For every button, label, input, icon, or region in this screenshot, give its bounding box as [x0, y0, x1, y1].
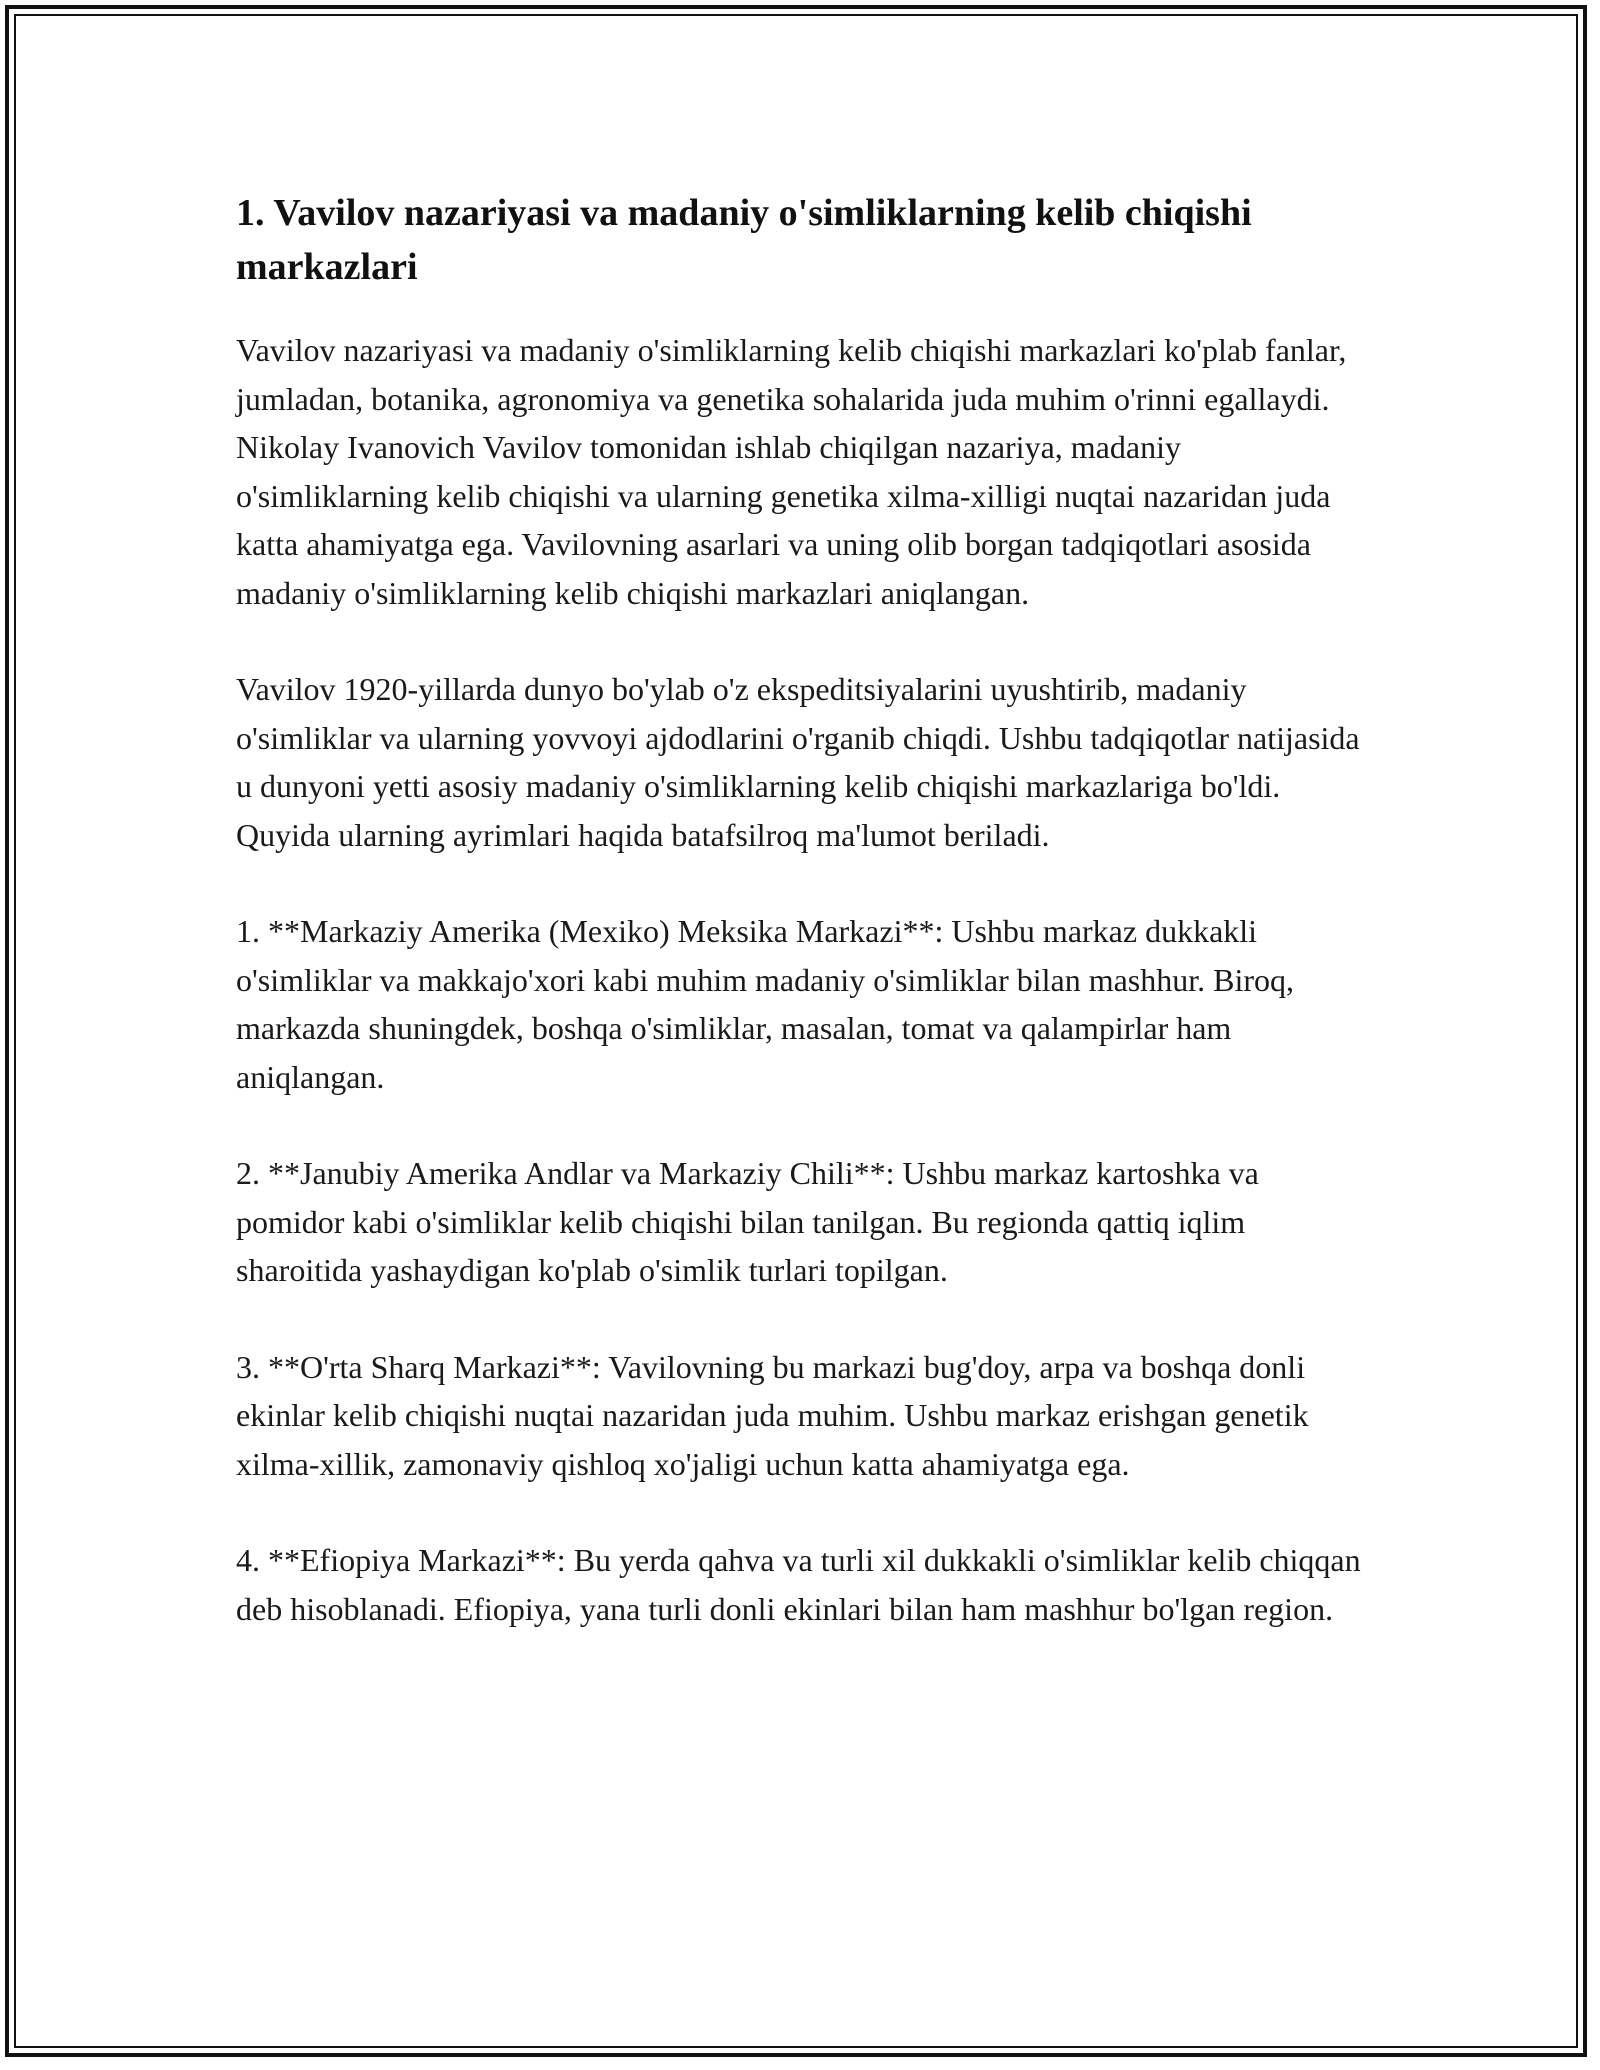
- list-item-center-3: 3. **O'rta Sharq Markazi**: Vavilovning bu markazi bug'doy, arpa va boshqa donli ekinlar kelib chiqishi nuqtai nazaridan juda muhim. Ushbu markaz erishgan genetik xilma-xillik, zamonaviy qishloq xo'jaligi uchun katta ahamiyatga ega.: [236, 1348, 1309, 1482]
- document-body: [236, 186, 1364, 1681]
- list-item-center-1: 1. **Markaziy Amerika (Mexiko) Meksika Markazi**: Ushbu markaz dukkakli o'simliklar va makkajo'xori kabi muhim madaniy o'simliklar bilan mashhur. Biroq, markazda shuningdek, boshqa o'simliklar, masalan, tomat va qalampirlar ham aniqlangan.: [236, 913, 1295, 1095]
- list-item-center-2: 2. **Janubiy Amerika Andlar va Markaziy Chili**: Ushbu markaz kartoshka va pomidor kabi o'simliklar kelib chiqishi bilan tanilgan. Bu regionda qattiq iqlim sharoitida yashaydigan ko'plab o'simlik turlari topilgan.: [236, 1155, 1259, 1288]
- list-item-center-4: 4. **Efiopiya Markazi**: Bu yerda qahva va turli xil dukkakli o'simliklar kelib chiqqan deb hisoblanadi. Efiopiya, yana turli donli ekinlari bilan ham mashhur bo'lgan region.: [236, 1542, 1361, 1627]
- paragraph-expeditions: Vavilov 1920-yillarda dunyo bo'ylab o'z ekspeditsiyalarini uyushtirib, madaniy o'simliklar va ularning yovvoyi ajdodlarini o'rganib chiqdi. Ushbu tadqiqotlar natijasida u dunyoni yetti asosiy madaniy o'simliklarning kelib chiqishi markazlariga bo'ldi. Quyida ularning ayrimlari haqida batafsilroq ma'lumot beriladi.: [236, 671, 1360, 853]
- paragraph-intro: Vavilov nazariyasi va madaniy o'simliklarning kelib chiqishi markazlari ko'plab fanlar, jumladan, botanika, agronomiya va genetika sohalarida juda muhim o'rinni egallaydi. Nikolay Ivanovich Vavilov tomonidan ishlab chiqilgan nazariya, madaniy o'simliklarning kelib chiqishi va ularning genetika xilma-xilligi nuqtai nazaridan juda katta ahamiyatga ega. Vavilovning asarlari va uning olib borgan tadqiqotlari asosida madaniy o'simliklarning kelib chiqishi markazlari aniqlangan.: [236, 332, 1347, 611]
- section-heading: 1. Vavilov nazariyasi va madaniy o'simliklarning kelib chiqishi markazlari: [236, 192, 1252, 288]
